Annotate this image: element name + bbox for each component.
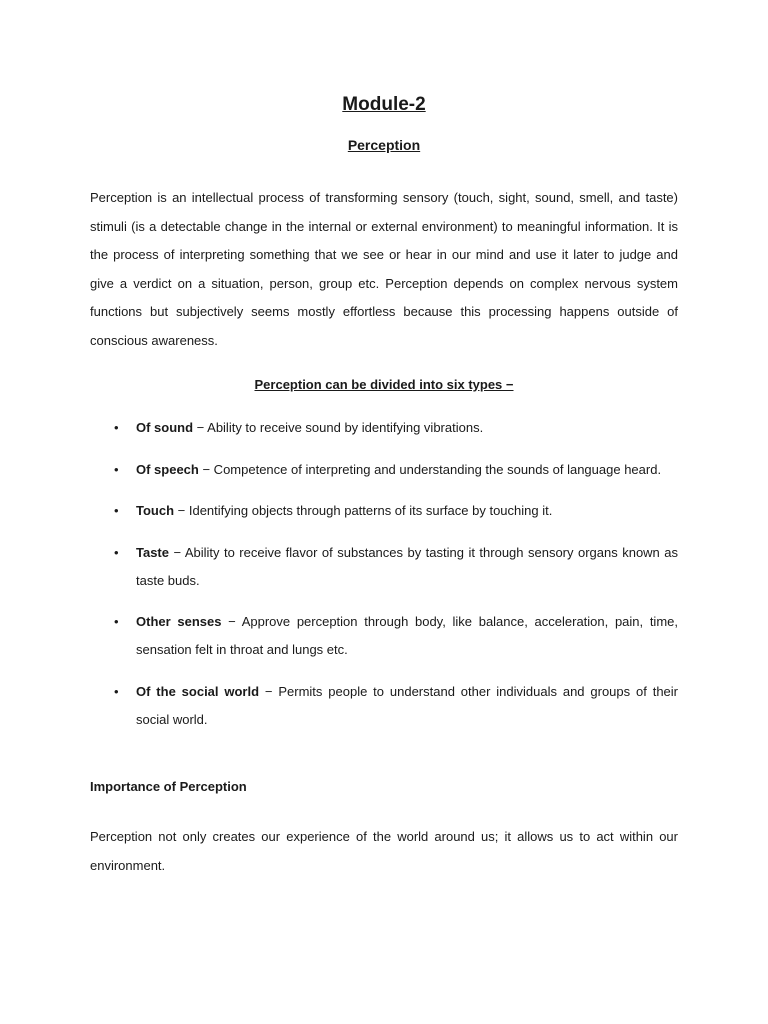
type-description: − Competence of interpreting and understanding the sounds of language heard. — [198, 461, 662, 477]
bullet-icon: • — [114, 544, 119, 560]
type-description: − Approve perception through body, like balance, acceleration, pain, time, sensation felt in throat and lungs etc. — [136, 614, 678, 657]
type-description: − Identifying objects through patterns of its surface by touching it. — [174, 503, 553, 518]
list-item — [90, 608, 678, 664]
types-heading: Perception can be divided into six types − — [254, 377, 514, 392]
type-term: Taste — [136, 544, 169, 560]
list-item — [90, 539, 678, 595]
section-title: Perception — [347, 137, 421, 153]
bullet-icon: • — [114, 683, 119, 699]
type-description: − Ability to receive flavor of substances by tasting it through sensory organs known as taste buds. — [136, 544, 678, 588]
bullet-icon: • — [114, 420, 119, 435]
type-term: Touch — [136, 503, 175, 518]
type-term: Of sound — [136, 420, 194, 435]
list-item — [90, 414, 678, 442]
list-item — [90, 678, 678, 734]
type-term: Of speech — [136, 461, 199, 477]
types-list — [90, 414, 678, 747]
type-description: − Permits people to understand other individuals and groups of their social world. — [136, 683, 678, 727]
bullet-icon: • — [114, 461, 119, 477]
importance-heading: Importance of Perception — [90, 779, 247, 794]
type-term: Other senses — [136, 614, 222, 629]
type-term: Of the social world — [136, 683, 260, 699]
module-title: Module-2 — [342, 94, 426, 115]
type-description: − Ability to receive sound by identifying vibrations. — [193, 420, 484, 435]
list-item — [90, 497, 678, 525]
bullet-icon: • — [114, 614, 119, 629]
bullet-icon: • — [114, 503, 119, 518]
list-item — [90, 456, 678, 484]
intro-paragraph: Perception is an intellectual process of transforming sensory (touch, sight, sound, smell, and taste) stimuli (is a detectable change in the internal or external environment) to meaningful information. It is the process of interpreting something that we see or hear in our mind and use it later to judge and give a verdict on a situation, person, group etc. Perception depends on complex nervous system functions but subjectively seems mostly effortless because this processing happens outside of conscious awareness. — [90, 190, 678, 348]
importance-paragraph: Perception not only creates our experience of the world around us; it allows us to act within our environment. — [90, 829, 678, 873]
